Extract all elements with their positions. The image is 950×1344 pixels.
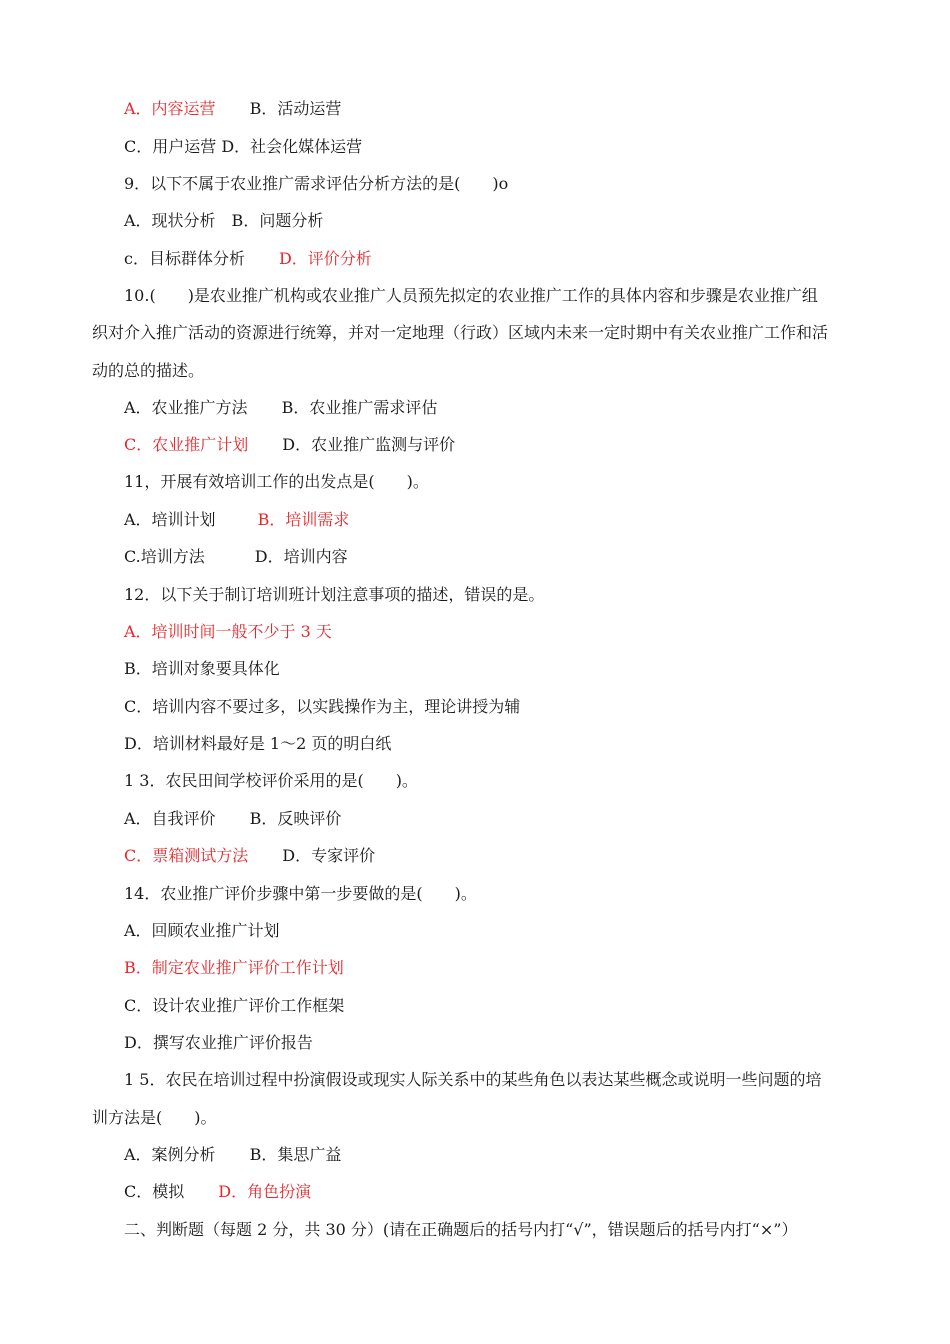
option: D．专家评价: [282, 846, 376, 865]
section-2-heading: 二、判断题（每题 2 分，共 30 分）(请在正确题后的括号内打“√”，错误题后的括号内打“×”）: [124, 1220, 798, 1239]
option: C.培训方法: [124, 547, 205, 566]
q11-options-cd: [124, 546, 348, 568]
answer-option: A．培训时间一般不少于 3 天: [124, 622, 332, 641]
q8-options-ab: [124, 98, 341, 120]
q9-options-ab: A．现状分析 B．问题分析: [124, 211, 324, 230]
option: D．培训内容: [254, 547, 348, 566]
option: A．案例分析: [124, 1145, 216, 1164]
question-10-line2: 织对介入推广活动的资源进行统筹，并对一定地理（行政）区域内未来一定时期中有关农业推广工作和活: [92, 323, 829, 342]
option: D．撰写农业推广评价报告: [124, 1033, 313, 1052]
option: B．农业推广需求评估: [281, 398, 438, 417]
option: C．设计农业推广评价工作框架: [124, 996, 345, 1015]
answer-option: D．评价分析: [278, 249, 372, 268]
question-12: 12．以下关于制订培训班计划注意事项的描述，错误的是。: [124, 585, 545, 604]
q13-options-ab: [124, 808, 341, 830]
question-11: 11，开展有效培训工作的出发点是( )。: [124, 472, 429, 491]
option: B．集思广益: [249, 1145, 342, 1164]
option: B．反映评价: [249, 809, 342, 828]
question-13: 1 3．农民田间学校评价采用的是( )。: [124, 771, 418, 790]
q11-options-ab: [124, 509, 349, 531]
q9-options-cd: [124, 248, 372, 270]
question-10-line1: 10.( )是农业推广机构或农业推广人员预先拟定的农业推广工作的具体内容和步骤是农业推广组: [124, 286, 818, 305]
q15-options-cd: [124, 1181, 311, 1203]
q15-options-ab: [124, 1144, 341, 1166]
answer-option: C．票箱测试方法: [124, 846, 249, 865]
option: A．培训计划: [124, 510, 216, 529]
question-14: 14．农业推广评价步骤中第一步要做的是( )。: [124, 884, 477, 903]
option: B．活动运营: [249, 99, 342, 118]
option: B．培训对象要具体化: [124, 659, 280, 678]
q10-options-ab: [124, 397, 437, 419]
question-15-line1: 1 5．农民在培训过程中扮演假设或现实人际关系中的某些角色以表达某些概念或说明一些问题的培: [124, 1070, 822, 1089]
q13-options-cd: [124, 845, 375, 867]
answer-option: B．培训需求: [257, 510, 350, 529]
option: D．农业推广监测与评价: [282, 435, 456, 454]
question-15-line2: 训方法是( )。: [92, 1108, 217, 1127]
question-10-line3: 动的总的描述。: [92, 361, 205, 380]
q10-options-cd: [124, 434, 455, 456]
answer-option: D．角色扮演: [218, 1182, 312, 1201]
option: C．培训内容不要过多，以实践操作为主，理论讲授为辅: [124, 697, 521, 716]
question-9: 9．以下不属于农业推广需求评估分析方法的是( )o: [124, 174, 509, 193]
answer-option: A．内容运营: [124, 99, 216, 118]
option: C．模拟: [124, 1182, 185, 1201]
option: c．目标群体分析: [124, 249, 245, 268]
answer-option: B．制定农业推广评价工作计划: [124, 958, 344, 977]
option: A．自我评价: [124, 809, 216, 828]
option: D．培训材料最好是 1～2 页的明白纸: [124, 734, 392, 753]
q8-options-cd: C．用户运营 D．社会化媒体运营: [124, 137, 363, 156]
answer-option: C．农业推广计划: [124, 435, 249, 454]
option: A．回顾农业推广计划: [124, 921, 280, 940]
option: A．农业推广方法: [124, 398, 248, 417]
